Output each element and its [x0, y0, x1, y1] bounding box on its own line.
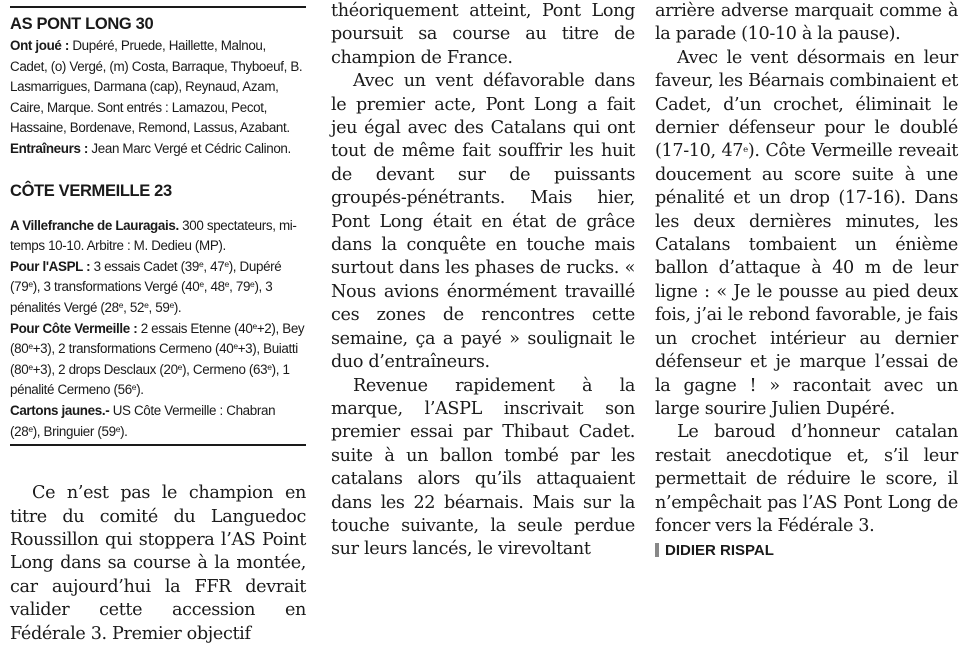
team2-title: CÔTE VERMEILLE 23 [10, 181, 172, 200]
lineup-played-label: Ont joué : [10, 38, 69, 53]
article-col-1 [10, 482, 306, 646]
column-2 [331, 0, 635, 562]
byline-bar-icon [655, 543, 659, 557]
byline-author: DIDIER RISPAL [665, 542, 774, 560]
detail-venue [10, 216, 306, 257]
lineup-played-text: Dupéré, Pruede, Haillette, Malnou, Cadet, (o) Vergé, (m) Costa, Barraque, Thyboeuf, B. Lasmarrigues, Darmana (cap), Reynaud, Azam, Caire, Marque. Sont entrés : Lamazou, Pecot, Hassaine, Bordenave, Remond, Lassus, Azabant. [10, 38, 303, 136]
detail-cards-text: US Côte Vermeille : Chabran (28e), Bringuier (59e). [10, 402, 276, 439]
detail-cards [10, 401, 306, 442]
detail-cv [10, 319, 306, 401]
detail-aspl [10, 257, 306, 319]
bottom-rule [10, 444, 306, 446]
detail-aspl-label: Pour l'ASPL : [10, 258, 91, 274]
detail-cards-label: Cartons jaunes.- [10, 402, 110, 418]
article-paragraph-4: Avec le vent désormais en leur faveur, les Béarnais combinaient et Cadet, d’un crochet, éliminait le dernier défenseur pour le doublé (17-10, 47e). Côte Vermeille reveait doucement au score suite à une pénalité et un drop (17-16). Dans les deux dernières minutes, les Catalans tombaient un énième ballon d’attaque à 40 m de leur ligne : « Je le pousse au pied deux fois, j’ai le rebond favorable, je fais un crochet intérieur au dernier défenseur et je marque l’essai de la gagne ! » racontait avec un large sourire Julien Dupéré. [655, 47, 959, 419]
article-paragraph-3-cont: arrière adverse marquait comme à la parade (10-10 à la pause). [655, 1, 958, 45]
byline [655, 540, 958, 562]
article-paragraph-1: Ce n’est pas le champion en titre du comité du Languedoc Roussillon qui stoppera l’AS Point Long dans sa course à la montée, car aujourd’hui la FFR devrait valider cette accession en Fédérale 3. Premier objectif [10, 483, 306, 644]
article-paragraph-3: Revenue rapidement à la marque, l’ASPL inscrivait son premier essai par Thibaut Cadet. suite à un ballon tombé par les catalans alors qu’ils attaquaient dans les 22 béarnais. Mais sur la touche suivante, la seule perdue sur leurs lancés, le virevoltant [331, 375, 635, 560]
article-paragraph-5: Le baroud d’honneur catalan restait anecdotique et, s’il leur permettait de réduire le score, il n’empêchait pas l’AS Pont Long de foncer vers la Fédérale 3. [655, 422, 958, 536]
match-sheet [10, 12, 306, 446]
detail-venue-label: A Villefranche de Lauragais. [10, 217, 179, 233]
lineup-coaches [10, 139, 306, 160]
top-rule [10, 6, 306, 8]
column-3 [655, 0, 958, 562]
detail-aspl-text: 3 essais Cadet (39e, 47e), Dupéré (79e), 3 transformations Vergé (40e, 48e, 79e), 3 pénalités Vergé (28e, 52e, 59e). [10, 258, 282, 315]
column-1 [10, 0, 306, 646]
team1-lineup [10, 36, 306, 160]
lineup-coaches-text: Jean Marc Vergé et Cédric Calinon. [88, 140, 291, 156]
article-col-3 [655, 0, 958, 538]
detail-cv-text: 2 essais Etenne $(40^e+2)$, Bey $(80^e+3)$, 2 transformations Cermeno $(40^e+3)$, Buiatti $(80^e+3)$, 2 drops Desclaux (20e), Cermeno (63e), 1 pénalité Cermeno (56e). [10, 320, 305, 398]
article-col-2 [331, 0, 635, 562]
lineup-coaches-label: Entraîneurs : [10, 140, 89, 156]
article-paragraph-2: Avec un vent défavorable dans le premier acte, Pont Long a fait jeu égal avec des Catalans qui ont tout de même fait souffrir les huit de devant sur de puissants groupés-pénétrants. Mais hier, Pont Long était en état de grâce dans la conquête en touche mais surtout dans les phases de rucks. « Nous avions énormément travaillé ces zones de rencontres cette semaine, ça a payé » soulignait le duo d’entraîneurs. [331, 71, 635, 373]
team1-title: AS PONT LONG 30 [10, 15, 154, 33]
match-details [10, 216, 306, 443]
article-paragraph-1-cont: théoriquement atteint, Pont Long poursuit sa course au titre de champion de France. [331, 1, 635, 68]
detail-venue-text: 300 spectateurs, mi-temps 10-10. Arbitre : M. Dedieu (MP). [10, 217, 297, 254]
detail-cv-label: Pour Côte Vermeille : [10, 320, 138, 336]
lineup-played [10, 36, 306, 139]
